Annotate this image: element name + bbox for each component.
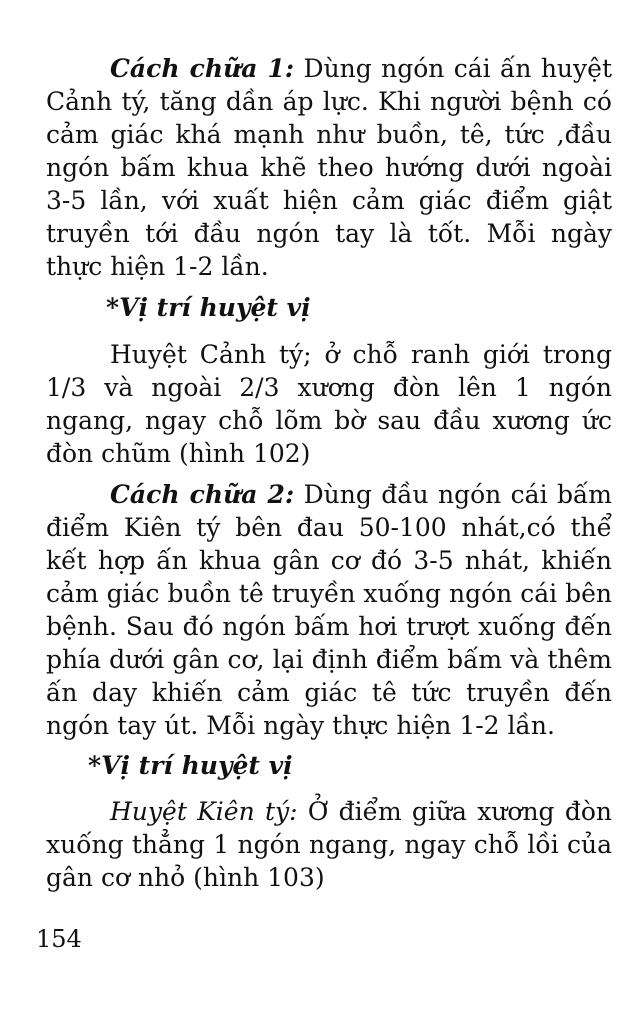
acupoint-location-heading-2: *Vị trí huyệt vị [88, 751, 293, 780]
treatment-paragraph-1 [46, 52, 612, 283]
treatment-2-text: Dùng đầu ngón cái bấm điểm Kiên tý bên đau 50-100 nhát,có thể kết hợp ấn khua gân cơ đó 3-5 nhát, khiến cảm giác buồn tê truyền xuống ngón cái bên bệnh. Sau đó ngón bấm hơi trượt xuống đến phía dưới gân cơ, lại định điểm bấm và thêm ấn day khiến cảm giác tê tức truyền đến ngón tay út. Mỗi ngày thực hiện 1-2 lần. [46, 480, 612, 740]
treatment-1-lead: Cách chữa 1: [110, 54, 295, 83]
acupoint-2-text: Ở điểm giữa xương đòn xuống thẳng 1 ngón ngang, ngay chỗ lồi của gân cơ nhỏ (hình 103) [46, 797, 612, 892]
treatment-paragraph-2 [46, 478, 612, 742]
page-number: 154 [36, 925, 82, 953]
acupoint-2-lead: Huyệt Kiên tý: [110, 797, 298, 826]
acupoint-location-paragraph-1: Huyệt Cảnh tý; ở chỗ ranh giới trong 1/3 và ngoài 2/3 xương đòn lên 1 ngón ngang, ngay chỗ lõm bờ sau đầu xương ức đòn chũm (hình 102) [46, 340, 612, 468]
acupoint-location-heading-1: *Vị trí huyệt vị [106, 293, 311, 322]
acupoint-location-paragraph-2 [46, 795, 612, 894]
treatment-2-lead: Cách chữa 2: [110, 480, 295, 509]
treatment-1-text: Dùng ngón cái ấn huyệt Cảnh tý, tăng dần áp lực. Khi người bệnh có cảm giác khá mạnh như buồn, tê, tức ,đầu ngón bấm khua khẽ theo hướng dưới ngoài 3-5 lần, với xuất hiện cảm giác điểm giật truyền tới đầu ngón tay là tốt. Mỗi ngày thực hiện 1-2 lần. [46, 54, 612, 281]
